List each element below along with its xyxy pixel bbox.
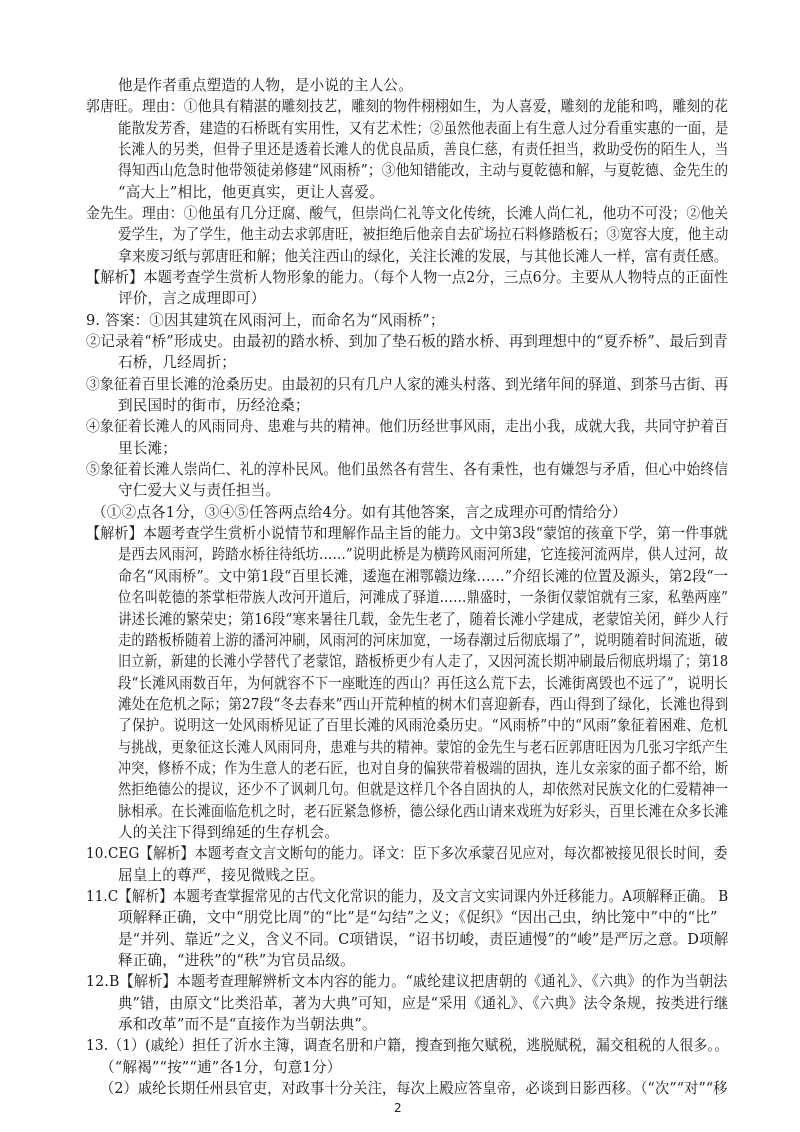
text-line: 12.B【解析】本题考查理解辨析文本内容的能力。“戚纶建议把唐朝的《通礼》、《六典》的作为当朝法 <box>86 973 728 990</box>
text-line: 13.（1）(戚纶）担任了沂水主簿，调查名册和户籍，搜查到拖欠赋税，逃脱赋税，漏交租税的人很多。。 <box>86 1037 729 1054</box>
text-line: 人的关注下得到绵延的生存机会。 <box>118 824 340 841</box>
text-line: 屈皇上的尊严，接见微贱之臣。 <box>118 867 325 884</box>
text-line: （2）戚纶长期任州县官吏，对政事十分关注，每次上殿应答皇帝，必谈到日影西移。（“次”“对”“移 <box>100 1080 728 1097</box>
text-line: ④象征着长滩人的风雨同舟、患难与共的精神。他们历经世事风雨，走出小我，成就大我，共同守护着百 <box>86 418 729 435</box>
text-line: 是西去风雨河，跨踏水桥往待纸坊……”说明此桥是为横跨风雨河所建，它连接河流两岸，供人过河，故 <box>118 546 729 563</box>
text-line: 走的踏板桥随着上游的潘河冲刷，风雨河的河床加宽，一场春潮过后彻底塌了”，说明随着时间流逝，破 <box>118 632 729 649</box>
text-line: 项解释正确，文中“朋党比周”的“比”是“勾结”之义；《促织》“因出己虫，纳比笼中”中的“比” <box>118 909 718 926</box>
text-line: 他是作者重点塑造的人物，是小说的主人公。 <box>118 77 413 94</box>
text-line: 到民国时的街市，历经沧桑； <box>118 397 310 414</box>
text-line: 10.CEG【解析】本题考查文言文断句的能力。译文：臣下多次承蒙召见应对，每次都被接见很长时间，委 <box>86 845 728 862</box>
text-line: 了保护。说明这一处风雨桥见证了百里长滩的风雨沧桑历史。“风雨桥”中的“风雨”象征着困难、危机 <box>118 717 728 734</box>
text-line: 是“并列、靠近”之义，含义不同。C项错误，“诏书切峻，责臣逋慢”的“峻”是严厉之意。D项解 <box>118 931 729 948</box>
text-line: “高大上”相比，他更真实，更让人喜爱。 <box>118 184 384 201</box>
text-line: ②记录着“桥”形成史。由最初的踏水桥、到加了垫石板的踏水桥、再到理想中的“夏乔桥”、最后到青 <box>86 333 728 350</box>
text-line: 【解析】本题考查学生赏析小说情节和理解作品主旨的能力。文中第3段“蒙馆的孩童下学，第一件事就 <box>86 525 728 542</box>
text-line: 冲突，修桥不成；作为生意人的老石匠，也对自身的偏狭带着极端的固执，连儿女亲家的面子都不给，断 <box>118 760 729 777</box>
text-line: 能散发芳香，建造的石桥既有实用性，又有艺术性；②虽然他表面上有生意人过分看重实惠的一面，是 <box>118 120 729 137</box>
text-line: 石桥，几经周折； <box>118 354 236 371</box>
text-line: 金先生。理由：①他虽有几分迂腐、酸气，但崇尚仁礼等文化传统，长滩人尚仁礼，他功不可没；②他关 <box>86 205 729 222</box>
text-line: 滩处在危机之际；第27段“冬去春来”西山开荒种植的树木们喜迎新春，西山得到了绿化，长滩也得到 <box>118 696 729 713</box>
text-line: ③象征着百里长滩的沧桑历史。由最初的只有几户人家的滩头村落、到光绪年间的驿道、到茶马古街、再 <box>86 376 729 393</box>
text-line: 讲述长滩的繁荣史；第16段“寒来暑往几载，金先生老了，随着长滩小学建成，老蒙馆关闭，鲜少人行 <box>118 611 729 628</box>
text-line: 守仁爱大义与责任担当。 <box>118 482 281 499</box>
text-line: 得知西山危急时他带领徒弟修建“风雨桥”；③他知错能改，主动与夏乾德和解，与夏乾德、金先生的 <box>118 162 729 179</box>
text-line: 【解析】本题考查学生赏析人物形象的能力。（每个人物一点2分，三点6分。主要从人物特点的正面性 <box>86 269 729 286</box>
text-line: 典”错，由原文“比类沿革，著为大典”可知，应是“采用《通礼》、《六典》法令条规，按类进行继 <box>118 995 729 1012</box>
text-line: 命名“风雨桥”。文中第1段“百里长滩，逶迤在湘鄂赣边缘……”介绍长滩的位置及源头，第2段“一 <box>118 568 728 585</box>
text-line: 里长滩； <box>118 440 177 457</box>
text-line: 9. 答案：①因其建筑在风雨河上，而命名为“风雨桥”； <box>86 312 445 329</box>
text-line: 爱学生，为了学生，他主动去求郭唐旺，被拒绝后他亲自去矿场拉石料修踏板石；③宽容大度，他主动 <box>118 226 729 243</box>
text-line: 长滩人的另类，但骨子里还是透着长滩人的优良品质，善良仁慈，有责任担当，救助受伤的陌生人，当 <box>118 141 729 158</box>
page-number: 2 <box>394 1101 402 1115</box>
text-line: ⑤象征着长滩人崇尚仁、礼的淳朴民风。他们虽然各有营生、各有秉性，也有嫌怨与矛盾，但心中始终信 <box>86 461 729 478</box>
text-line: 脉相承。在长滩面临危机之时，老石匠紧急修桥，德公绿化西山请来戏班为好彩头，百里长滩在众多长滩 <box>118 803 729 820</box>
text-line: 位名叫乾德的茶掌柜带族人改河开道后，河滩成了驿道……鼎盛时，一条街仅蒙馆就有三家，私塾两座” <box>118 589 729 606</box>
text-line: 11.C【解析】本题考查掌握常见的古代文化常识的能力，及文言文实词课内外迁移能力。A项解释正确。 B <box>86 888 729 905</box>
text-line: 评价，言之成理即可） <box>118 290 266 307</box>
text-line: 旧立新，新建的长滩小学替代了老蒙馆，踏板桥更少有人走了，又因河流长期冲刷最后彻底坍塌了；第18 <box>118 653 729 670</box>
text-line: 拿来废习纸与郭唐旺和解；他关注西山的绿化，关注长滩的发展，与其他长滩人一样，富有责任感。 <box>118 248 728 265</box>
text-line: 郭唐旺。理由：①他具有精湛的雕刻技艺，雕刻的物件栩栩如生，为人喜爱，雕刻的龙能和鸣，雕刻的花 <box>86 98 729 115</box>
text-line: 与挑战，更象征这长滩人风雨同舟，患难与共的精神。蒙馆的金先生与老石匠郭唐旺因为几张习字纸产生 <box>118 739 729 756</box>
text-line: 然拒绝德公的提议，还少不了讽刺几句。但就是这样几个各自固执的人，却依然对民族文化的仁爱精神一 <box>118 781 729 798</box>
text-line: （①②点各1分，③④⑤任答两点给4分。如有其他答案，言之成理亦可酌情给分） <box>92 504 627 521</box>
text-line: 释正确，“进秩”的“秩”为官员品级。 <box>118 952 355 969</box>
text-line: 承和改革”而不是“直接作为当朝法典”。 <box>118 1016 377 1033</box>
text-line: 段“长滩风雨数百年，为何就容不下一座毗连的西山？再任这么荒下去，长滩街离毁也不远了”，说明长 <box>118 675 728 692</box>
text-line: （“解褐”“按”“逋”各1分，句意1分） <box>100 1059 342 1076</box>
